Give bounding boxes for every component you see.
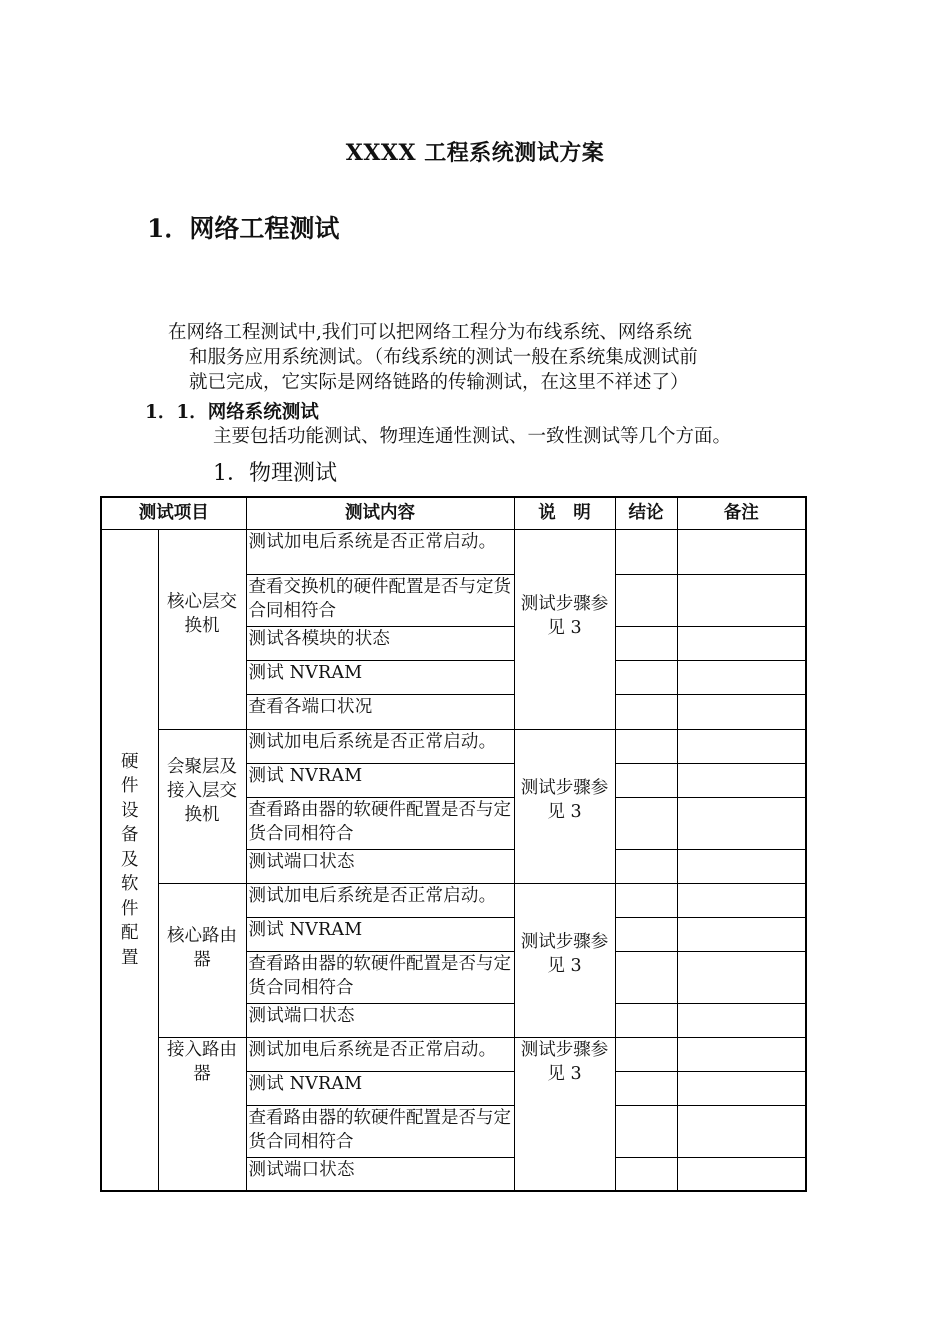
content-cell: 测试加电后系统是否正常启动。 — [246, 1037, 514, 1071]
header-remark: 备注 — [677, 497, 806, 529]
remark-cell — [677, 917, 806, 951]
section-summary: 主要包括功能测试、物理连通性测试、一致性测试等几个方面。 — [213, 426, 732, 447]
remark-cell — [677, 1071, 806, 1105]
content-cell: 测试 NVRAM — [246, 660, 514, 694]
header-content: 测试内容 — [246, 497, 514, 529]
note-label: 测试步骤参见 3 — [520, 778, 609, 822]
content-cell: 测试端口状态 — [246, 1157, 514, 1191]
device-cell — [158, 729, 246, 883]
content-cell: 查看各端口状况 — [246, 694, 514, 729]
document-title: XXXX 工程系统测试方案 — [345, 140, 605, 166]
section-heading-1: 1．网络工程测试 — [147, 214, 340, 243]
remark-cell — [677, 529, 806, 574]
remark-cell — [677, 694, 806, 729]
remark-cell — [677, 849, 806, 883]
table-header-row — [101, 497, 806, 529]
device-cell — [158, 883, 246, 1037]
result-cell — [615, 1105, 677, 1157]
device-cell — [158, 529, 246, 729]
remark-cell — [677, 951, 806, 1003]
result-cell — [615, 729, 677, 763]
table-row — [101, 729, 806, 763]
device-label: 会聚层及接入层交换机 — [167, 756, 237, 825]
table-row — [101, 883, 806, 917]
remark-cell — [677, 883, 806, 917]
content-cell: 测试 NVRAM — [246, 917, 514, 951]
content-cell: 测试加电后系统是否正常启动。 — [246, 529, 514, 574]
result-cell — [615, 1157, 677, 1191]
result-cell — [615, 1003, 677, 1037]
device-label: 接入路由器 — [167, 1039, 237, 1084]
result-cell — [615, 529, 677, 574]
intro-paragraph — [168, 320, 818, 395]
table-row — [101, 529, 806, 574]
remark-cell — [677, 763, 806, 797]
result-cell — [615, 1037, 677, 1071]
content-cell: 查看路由器的软硬件配置是否与定货合同相符合 — [246, 1105, 514, 1157]
note-label: 测试步骤参见 3 — [520, 594, 609, 638]
note-cell — [514, 529, 615, 729]
result-cell — [615, 849, 677, 883]
remark-cell — [677, 729, 806, 763]
remark-cell — [677, 797, 806, 849]
remark-cell — [677, 1157, 806, 1191]
device-cell — [158, 1037, 246, 1191]
intro-line-1: 在网络工程测试中,我们可以把网络工程分为布线系统、网络系统 — [168, 322, 692, 343]
header-note: 说 明 — [514, 497, 615, 529]
content-cell: 测试端口状态 — [246, 1003, 514, 1037]
remark-cell — [677, 1105, 806, 1157]
content-cell: 测试 NVRAM — [246, 763, 514, 797]
remark-cell — [677, 626, 806, 660]
remark-cell — [677, 1037, 806, 1071]
note-cell — [514, 729, 615, 883]
header-result: 结论 — [615, 497, 677, 529]
table-row — [101, 1037, 806, 1071]
device-label: 核心路由器 — [167, 925, 237, 970]
result-cell — [615, 797, 677, 849]
result-cell — [615, 883, 677, 917]
result-cell — [615, 1071, 677, 1105]
section-heading-1-1: 1．1．网络系统测试 — [145, 402, 319, 423]
result-cell — [615, 660, 677, 694]
result-cell — [615, 626, 677, 660]
remark-cell — [677, 1003, 806, 1037]
test-table — [100, 496, 807, 1192]
content-cell: 查看路由器的软硬件配置是否与定货合同相符合 — [246, 797, 514, 849]
content-cell: 测试加电后系统是否正常启动。 — [246, 729, 514, 763]
category-label: 硬件设备及软件配置 — [121, 751, 139, 968]
subsection-heading: 1．物理测试 — [213, 461, 337, 486]
remark-cell — [677, 574, 806, 626]
header-item: 测试项目 — [101, 497, 246, 529]
note-label: 测试步骤参见 3 — [520, 932, 609, 976]
intro-line-3: 就已完成，它实际是网络链路的传输测试，在这里不祥述了） — [189, 372, 689, 393]
content-cell: 测试各模块的状态 — [246, 626, 514, 660]
content-cell: 测试 NVRAM — [246, 1071, 514, 1105]
category-cell — [101, 529, 158, 1191]
result-cell — [615, 763, 677, 797]
content-cell: 测试加电后系统是否正常启动。 — [246, 883, 514, 917]
result-cell — [615, 917, 677, 951]
result-cell — [615, 694, 677, 729]
remark-cell — [677, 660, 806, 694]
content-cell: 测试端口状态 — [246, 849, 514, 883]
note-cell — [514, 883, 615, 1037]
content-cell: 查看交换机的硬件配置是否与定货合同相符合 — [246, 574, 514, 626]
result-cell — [615, 574, 677, 626]
result-cell — [615, 951, 677, 1003]
intro-line-2: 和服务应用系统测试。（布线系统的测试一般在系统集成测试前 — [189, 347, 698, 368]
device-label: 核心层交换机 — [167, 591, 237, 636]
note-label: 测试步骤参见 3 — [520, 1039, 609, 1084]
content-cell: 查看路由器的软硬件配置是否与定货合同相符合 — [246, 951, 514, 1003]
note-cell — [514, 1037, 615, 1191]
